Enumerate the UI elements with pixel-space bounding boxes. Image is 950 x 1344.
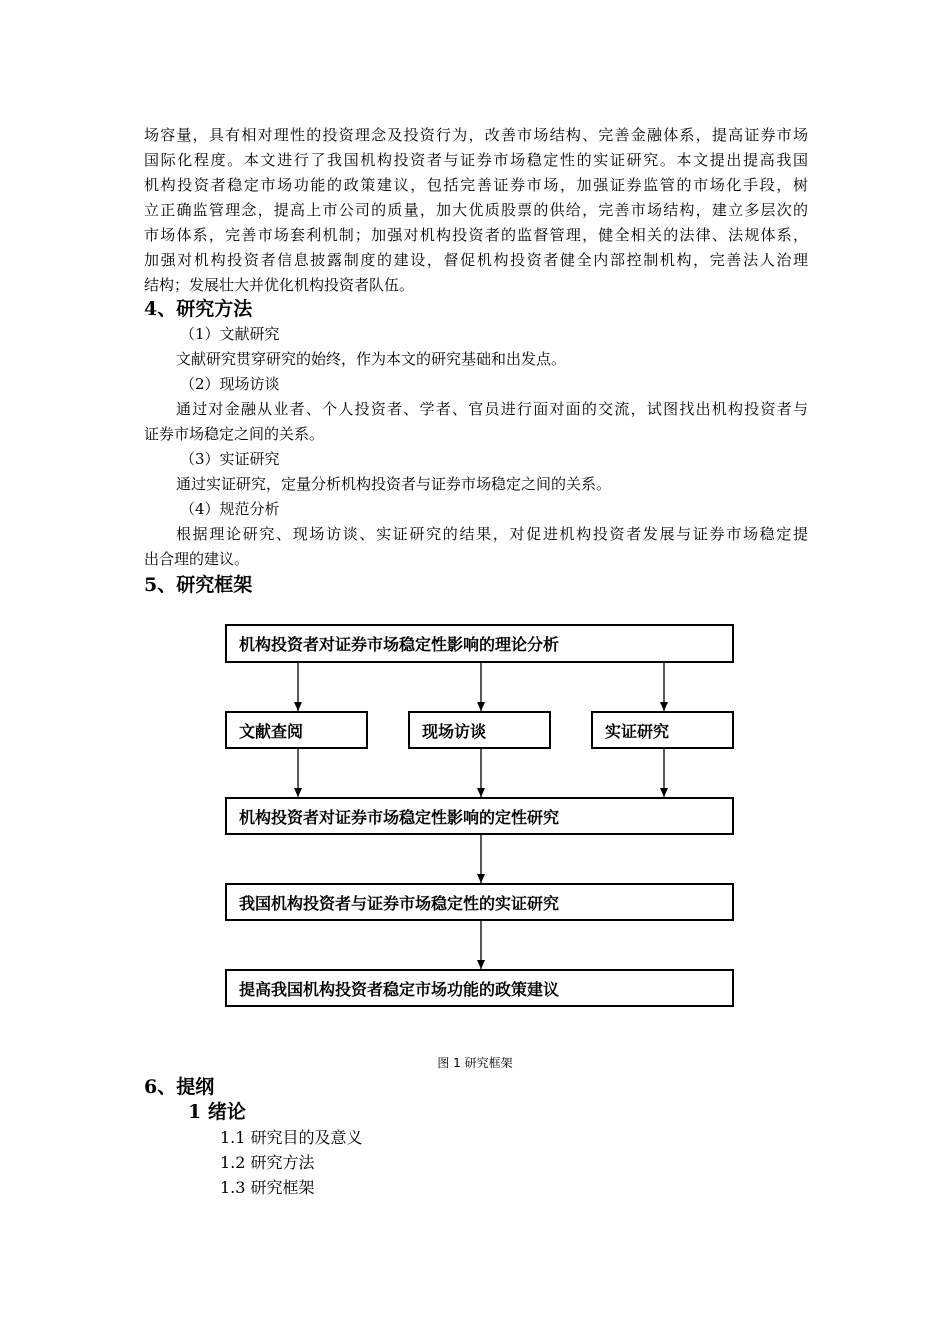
section-6-heading: 6、提纲 bbox=[144, 1076, 215, 1098]
intro-line: 立正确监管理念，提高上市公司的质量，加大优质股票的供给，完善市场结构，建立多层次的 bbox=[144, 201, 808, 219]
intro-line: 市场体系，完善市场套利机制；加强对机构投资者的监督管理，健全相关的法律、法规体系， bbox=[144, 226, 808, 244]
outline-item: 1.1 研究目的及意义 bbox=[220, 1128, 363, 1147]
intro-line: 机构投资者稳定市场功能的政策建议，包括完善证券市场，加强证券监管的市场化手段，树 bbox=[144, 176, 808, 194]
method-1-label: （1）文献研究 bbox=[180, 325, 280, 343]
intro-line: 加强对机构投资者信息披露制度的建设，督促机构投资者健全内部控制机构，完善法人治理 bbox=[144, 251, 808, 269]
flow-box-empirical-method: 实证研究 bbox=[591, 711, 734, 749]
outline-chapter-1: 1 绪论 bbox=[188, 1101, 246, 1123]
intro-line: 场容量，具有相对理性的投资理念及投资行为，改善市场结构、完善金融体系，提高证券市场 bbox=[144, 126, 808, 144]
method-3-text: 通过实证研究，定量分析机构投资者与证券市场稳定之间的关系。 bbox=[176, 475, 612, 493]
method-1-text: 文献研究贯穿研究的始终，作为本文的研究基础和出发点。 bbox=[176, 350, 567, 368]
method-2-text: 证券市场稳定之间的关系。 bbox=[144, 425, 325, 443]
figure-caption: 图 1 研究框架 bbox=[437, 1056, 513, 1070]
intro-line: 国际化程度。本文进行了我国机构投资者与证券市场稳定性的实证研究。本文提出提高我国 bbox=[144, 151, 808, 169]
method-4-label: （4）规范分析 bbox=[180, 500, 280, 518]
method-2-label: （2）现场访谈 bbox=[180, 375, 280, 393]
flow-box-theory: 机构投资者对证券市场稳定性影响的理论分析 bbox=[225, 624, 734, 663]
method-3-label: （3）实证研究 bbox=[180, 450, 280, 468]
method-4-text: 出合理的建议。 bbox=[144, 550, 250, 568]
intro-line: 结构；发展壮大并优化机构投资者队伍。 bbox=[144, 276, 415, 294]
section-4-heading: 4、研究方法 bbox=[144, 298, 253, 320]
flow-box-empirical-study: 我国机构投资者与证券市场稳定性的实证研究 bbox=[225, 883, 734, 921]
outline-item: 1.3 研究框架 bbox=[220, 1178, 315, 1197]
outline-item: 1.2 研究方法 bbox=[220, 1153, 315, 1172]
flow-box-policy: 提高我国机构投资者稳定市场功能的政策建议 bbox=[225, 969, 734, 1007]
section-5-heading: 5、研究框架 bbox=[144, 574, 253, 596]
flow-box-interview: 现场访谈 bbox=[408, 711, 551, 749]
method-2-text: 通过对金融从业者、个人投资者、学者、官员进行面对面的交流，试图找出机构投资者与 bbox=[176, 400, 808, 418]
method-4-text: 根据理论研究、现场访谈、实证研究的结果，对促进机构投资者发展与证券市场稳定提 bbox=[176, 525, 808, 543]
flow-box-literature: 文献查阅 bbox=[225, 711, 368, 749]
flow-box-qualitative: 机构投资者对证券市场稳定性影响的定性研究 bbox=[225, 797, 734, 835]
